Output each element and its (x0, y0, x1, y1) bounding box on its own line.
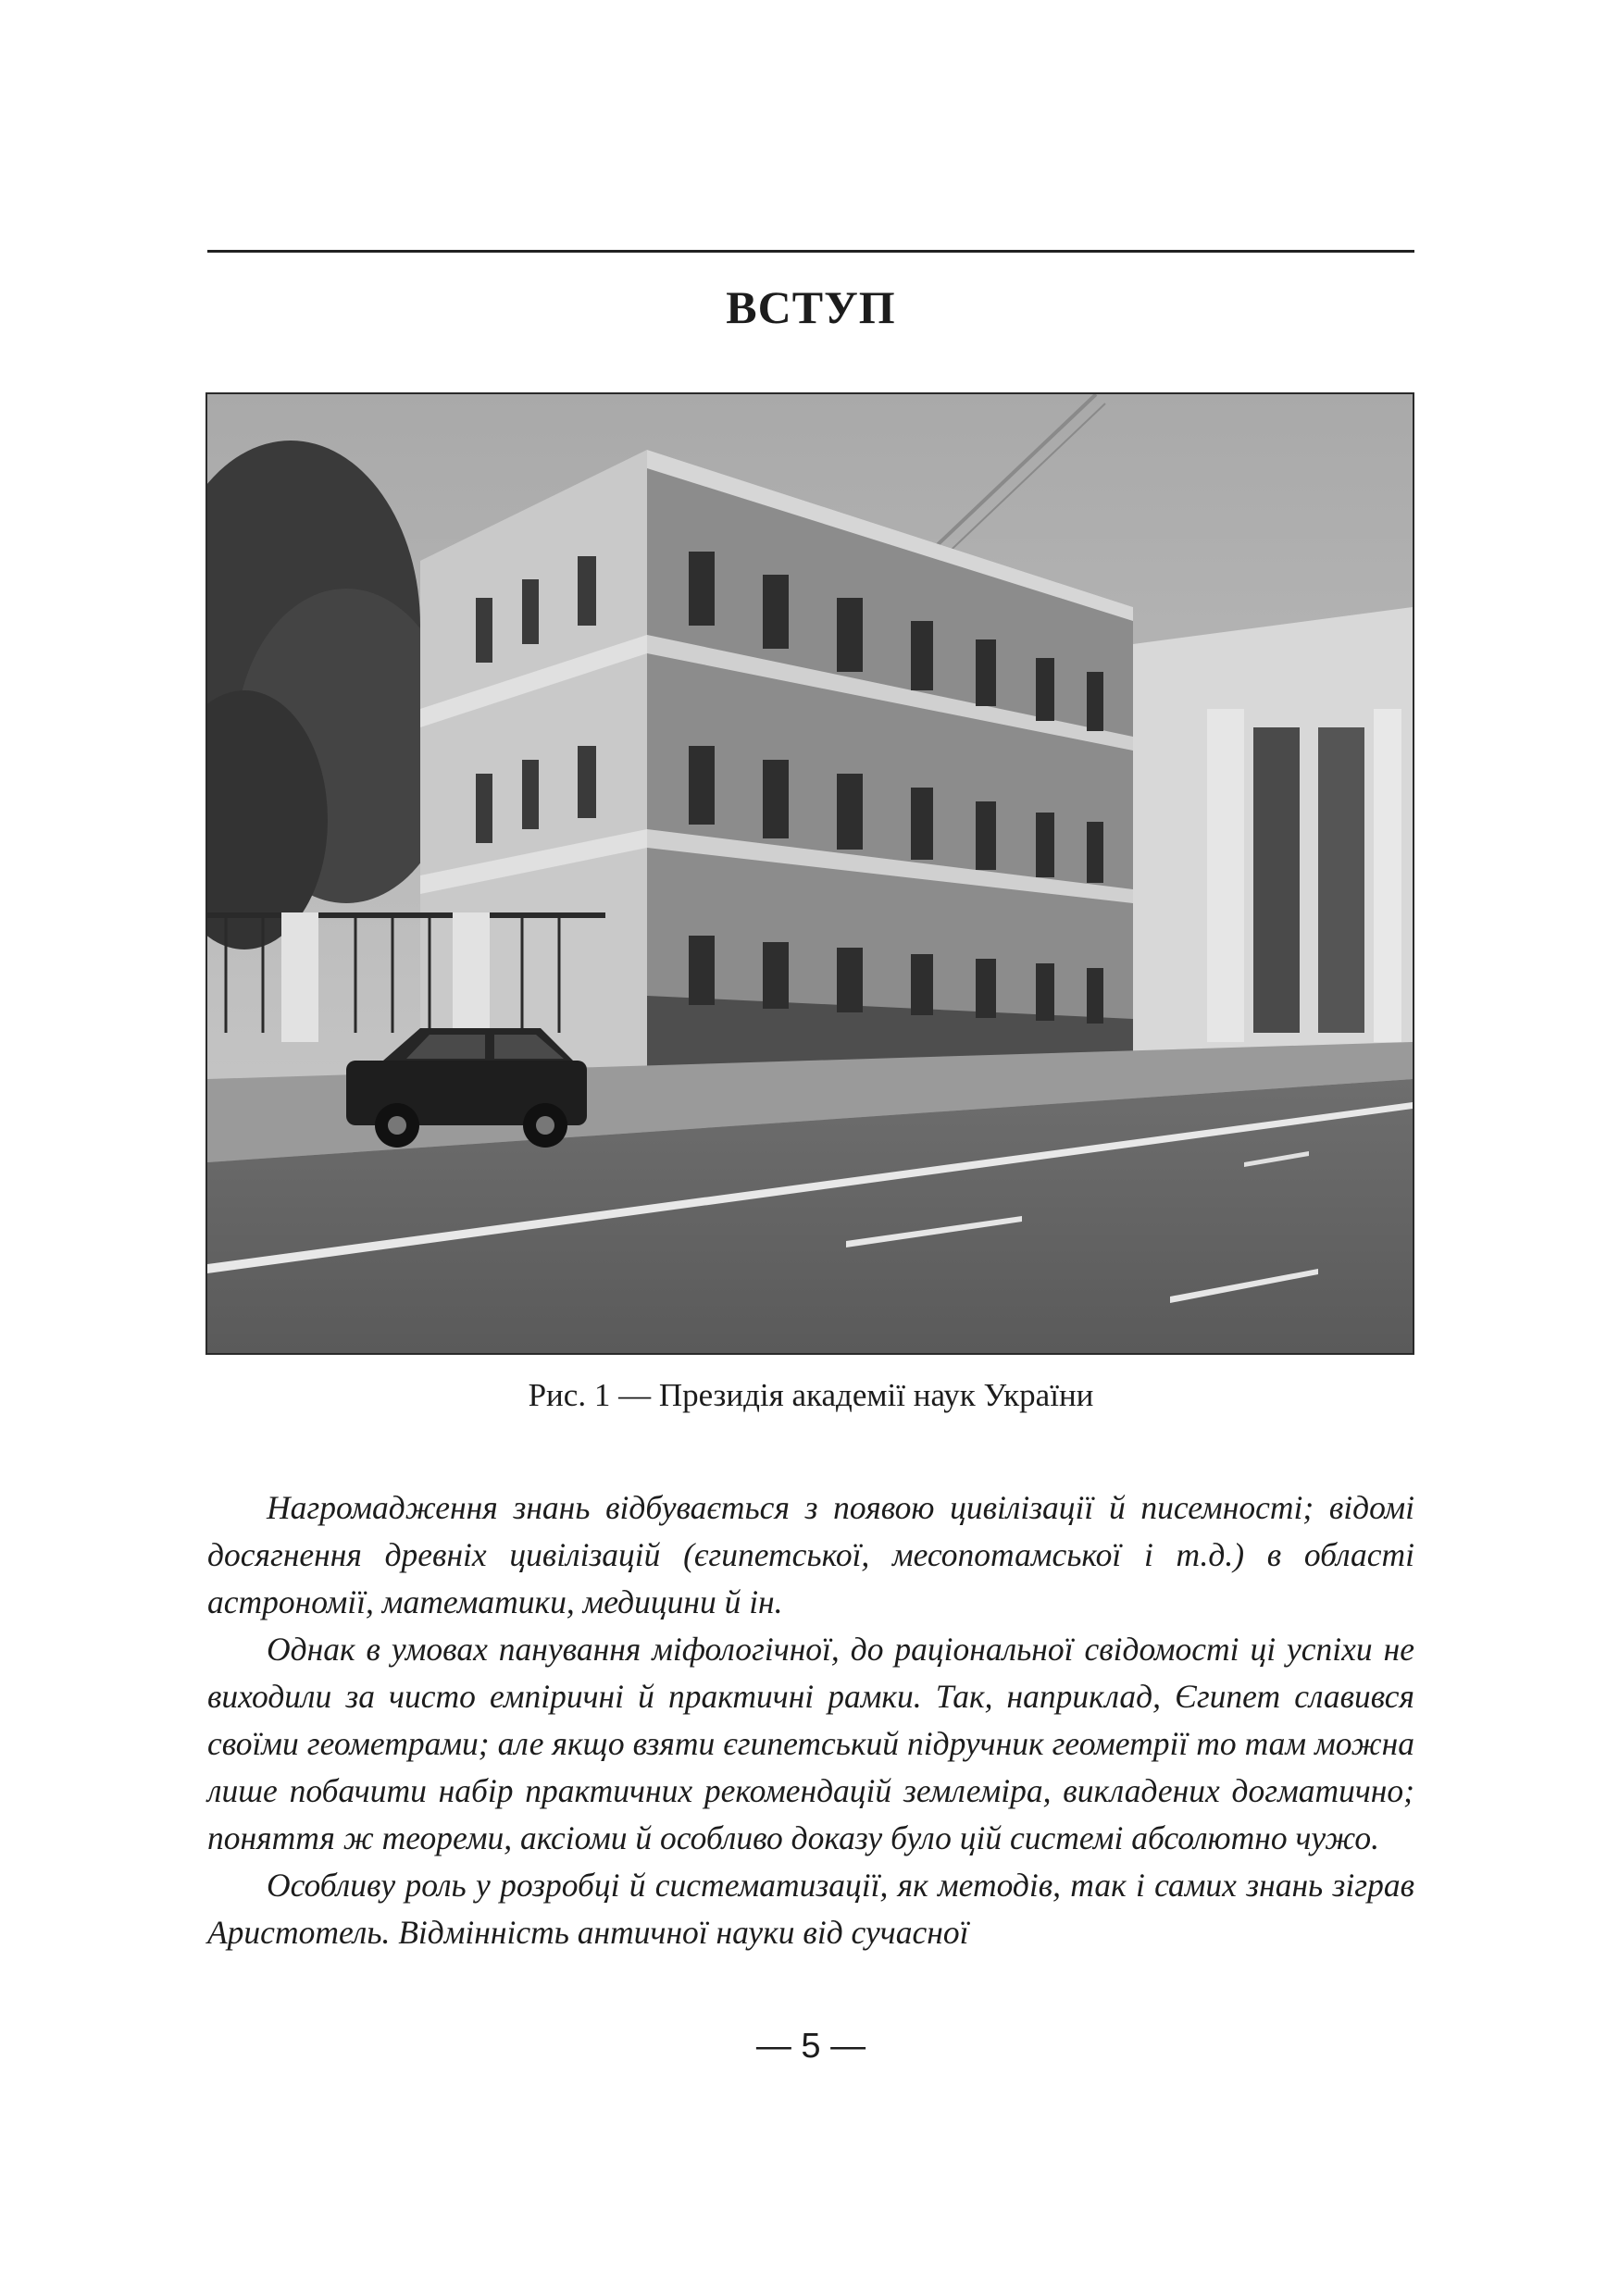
figure-caption: Рис. 1 — Президія академії наук України (528, 1377, 1094, 1413)
paragraph: Однак в умовах панування міфологічної, до раціональної свідомості ці успіхи не виходили за чисто емпіричні й практичні рамки. Так, наприклад, Єгипет славився своїми геометрами; але якщо взяти єгипетський підручник геометрії то там можна лише побачити набір практичних рекомендацій землеміра, викладених догматично; поняття ж теореми, аксіоми й особливо доказу було цій системі абсолютно чужо. (207, 1631, 1414, 1856)
top-rule (207, 250, 1414, 253)
figure-photo (205, 392, 1414, 1355)
page-number: — 5 — (755, 2027, 866, 2066)
paragraph: Особливу роль у розробці й систематизації, як методів, так і самих знань зіграв Аристотель. Відмінність античної науки від сучасної (207, 1867, 1414, 1951)
body-text (207, 1484, 1414, 1956)
paragraph: Нагромадження знань відбувається з появою цивілізації й писемності; відомі досягнення древніх цивілізацій (єгипетської, месопотамської і т.д.) в області астрономії, математики, медицини й ін. (207, 1489, 1414, 1620)
building-photo (207, 394, 1413, 1353)
page-title: ВСТУП (726, 281, 896, 333)
